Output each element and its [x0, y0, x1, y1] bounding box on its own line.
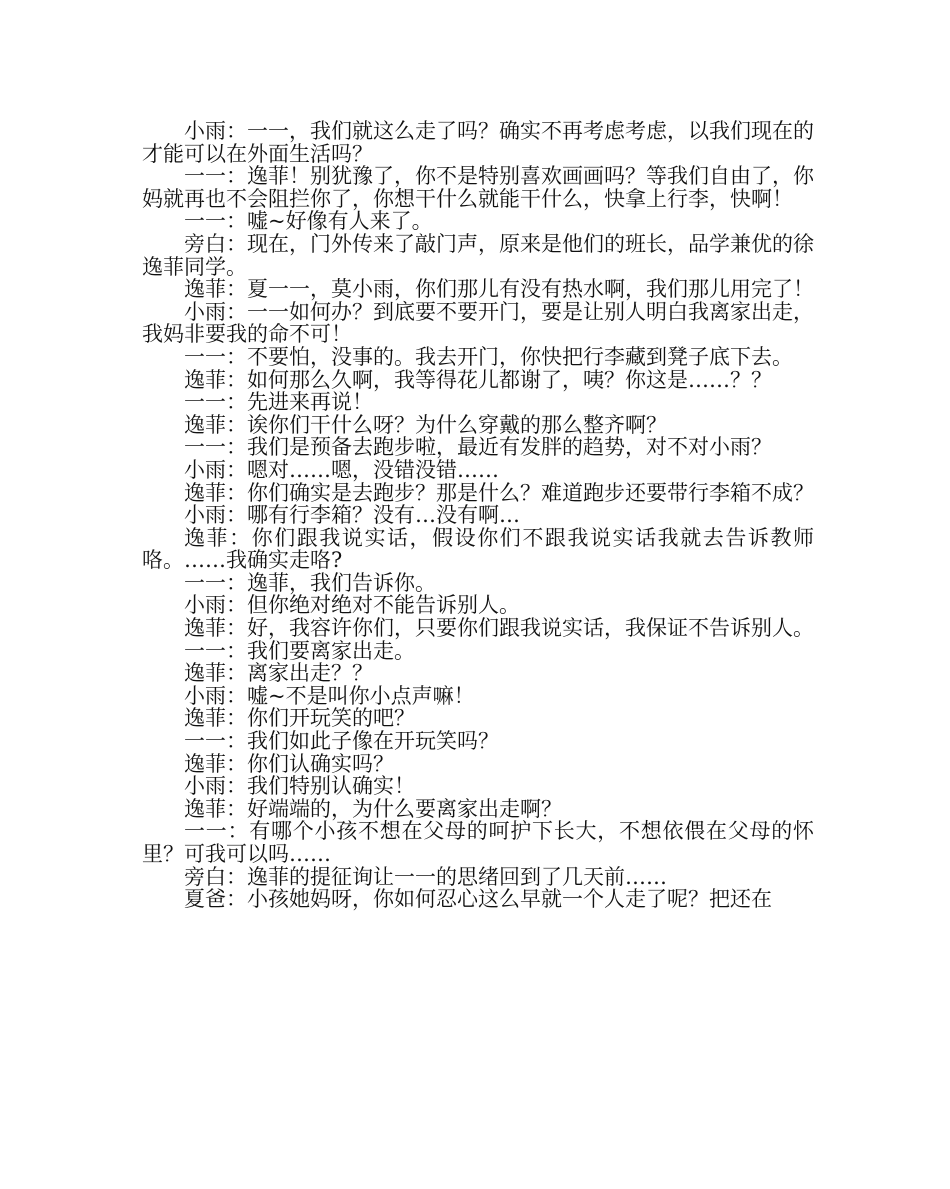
paragraph: 小雨：我们特别认确实！: [184, 774, 415, 799]
paragraph: 一一：有哪个小孩不想在父母的呵护下长大，不想依偎在父母的怀里？可我可以吗……: [142, 819, 814, 866]
paragraph: 逸菲：你们认确实吗？: [184, 751, 394, 776]
paragraph: 夏爸：小孩她妈呀，你如何忍心这么早就一个人走了呢？把还在: [184, 887, 772, 912]
paragraph: 一一：我们如此子像在开玩笑吗？: [184, 729, 499, 754]
paragraph: 旁白：现在，门外传来了敲门声，原来是他们的班长，品学兼优的徐逸菲同学。: [142, 231, 814, 279]
paragraph: 逸菲：你们确实是去跑步？那是什么？难道跑步还要带行李箱不成？: [184, 480, 814, 505]
paragraph: 一一：不要怕，没事的。我去开门，你快把行李藏到凳子底下去。: [184, 344, 793, 369]
paragraph: 一一：我们要离家出走。: [184, 638, 415, 663]
paragraph: 一一：逸菲！别犹豫了，你不是特别喜欢画画吗？等我们自由了，你妈就再也不会阻拦你了，你想干什么就能干什么，快拿上行李，快啊！: [142, 164, 814, 211]
paragraph: 逸菲：你们跟我说实话，假设你们不跟我说实话我就去告诉教师咯。……我确实走咯?: [142, 525, 814, 573]
paragraph: 小雨：嘘~不是叫你小点声嘛！: [184, 683, 475, 708]
paragraph: 逸菲：好，我容许你们，只要你们跟我说实话，我保证不告诉别人。: [184, 616, 814, 641]
paragraph: 小雨：一一如何办？到底要不要开门，要是让别人明白我离家出走，我妈非要我的命不可！: [142, 299, 814, 347]
paragraph: 逸菲：你们开玩笑的吧？: [184, 706, 415, 731]
paragraph: 小雨：哪有行李箱？没有…没有啊…: [184, 503, 520, 528]
script-text-body: [142, 120, 814, 911]
paragraph: 旁白：逸菲的提征询让一一的思绪回到了几天前……: [184, 864, 667, 889]
paragraph: 一一：逸菲，我们告诉你。: [184, 570, 436, 595]
paragraph: 小雨：一一，我们就这么走了吗？确实不再考虑考虑，以我们现在的才能可以在外面生活吗？: [142, 119, 814, 166]
paragraph: 逸菲：夏一一，莫小雨，你们那儿有没有热水啊，我们那儿用完了！: [184, 277, 814, 302]
paragraph: 逸菲：如何那么久啊，我等得花儿都谢了，咦？你这是……？？: [184, 367, 772, 392]
paragraph: 一一：嘘~好像有人来了。: [184, 209, 433, 234]
paragraph: 一一：先进来再说！: [184, 390, 373, 415]
paragraph: 小雨：但你绝对绝对不能告诉别人。: [184, 593, 520, 618]
paragraph: 小雨：嗯对……嗯，没错没错……: [184, 457, 499, 482]
paragraph: 逸菲：离家出走？？: [184, 661, 373, 686]
paragraph: 逸菲：诶你们干什么呀？为什么穿戴的那么整齐啊？: [184, 412, 667, 437]
paragraph: 一一：我们是预备去跑步啦，最近有发胖的趋势，对不对小雨？: [184, 435, 772, 460]
paragraph: 逸菲：好端端的，为什么要离家出走啊？: [184, 796, 562, 821]
